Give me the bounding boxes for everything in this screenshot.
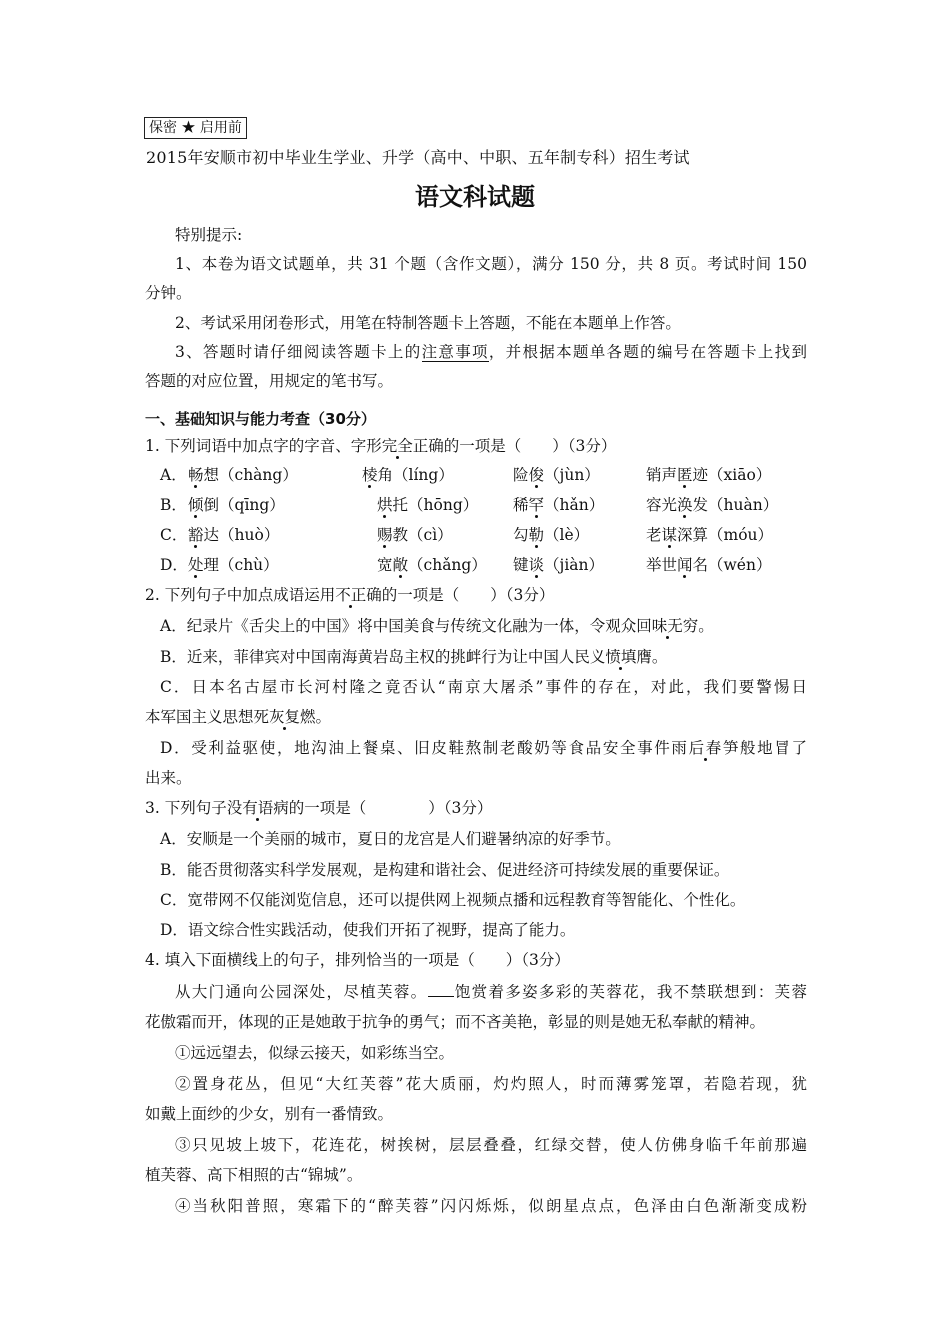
note-3-line-a: 3、答题时请仔细阅读答题卡上的注意事项，并根据本题单各题的编号在答题卡上找到	[175, 343, 807, 361]
notes-heading: 特别提示:	[175, 226, 243, 244]
q3-stem: 3. 下列句子没有语病的一项是（ ）（3分）	[145, 799, 493, 817]
q3-option-a: A．安顺是一个美丽的城市，夏日的龙宫是人们避暑纳凉的好季节。	[160, 830, 621, 848]
note-3-line-b: 答题的对应位置，用规定的笔书写。	[145, 372, 394, 390]
q3-option-b: B．能否贯彻落实科学发展观，是构建和谐社会、促进经济可持续发展的重要保证。	[160, 861, 730, 879]
q4-item-2-line1: ②置身花丛，但见“大红芙蓉”花大质丽，灼灼照人，时而薄雾笼罩，若隐若现，犹	[175, 1075, 807, 1093]
q4-item-3-line1: ③只见坡上坡下，花连花，树挨树，层层叠叠，红绿交替，使人仿佛身临千年前那遍	[175, 1136, 807, 1154]
q4-passage-line1: 从大门通向公园深处，尽植芙蓉。 饱赏着多姿多彩的芙蓉花，我不禁联想到：芙蓉	[175, 983, 807, 1001]
answer-blank	[428, 982, 454, 997]
q2-option-d-line2: 出来。	[145, 769, 192, 787]
q4-item-3-line2: 植芙蓉、高下相照的古“锦城”。	[145, 1166, 363, 1184]
q2-option-d-line1: D．受利益驱使，地沟油上餐桌、旧皮鞋熬制老酸奶等食品安全事件雨后春笋般地冒了	[160, 739, 807, 757]
note-1-line-a: 1、本卷为语文试题单，共 31 个题（含作文题），满分 150 分，共 8 页。考试时间 150	[175, 255, 807, 273]
q2-option-c-line1: C．日本名古屋市长河村隆之竟否认“南京大屠杀”事件的存在，对此，我们要警惕日	[160, 678, 807, 696]
q2-option-b: B．近来，菲律宾对中国南海黄岩岛主权的挑衅行为让中国人民义愤填膺。	[160, 648, 668, 666]
note-1-line-b: 分钟。	[145, 284, 192, 302]
q4-passage-line2: 花傲霜而开，体现的正是她敢于抗争的勇气；而不吝美艳，彰显的则是她无私奉献的精神。	[145, 1013, 766, 1031]
exam-page: 保密 ★ 启用前 2015年安顺市初中毕业生学业、升学（高中、中职、五年制专科）招生考试 语文科试题 特别提示: 1、本卷为语文试题单，共 31 个题（含作文题），满分 150 分，共 8 页。考试时间 150 分钟。 2、考试采用闭卷形式，用笔在特制答题卡上答题，不能在本题单上作答。 3、答题时请仔细阅读答题卡上的注意事项，并根据本题单各题的编号在答题卡上找到 答题的对应位置，用规定的笔书写。 一、基础知识与能力考查（30分） 1. 下列词语中加点字的字音、字形完全正确的一项是（ ）（3分） A． 畅想（chàng） 棱角（líng） 险俊（jùn） 销声匿迹（xiāo） B． 倾倒（qīng） 烘托（hōng） 稀罕（hǎn） 容光涣发（huàn） C． 豁达（huò） 赐教（cì） 勾勒（lè） 老谋深算（móu） D． 处理（chù） 宽敞（chǎng） 键谈（jiàn） 举世闻名（wén） 2. 下列句子中加点成语运用不正确的一项是（ ）（3分） A．纪录片《舌尖上的中国》将中国美食与传统文化融为一体，令观众回味无穷。 B．近来，菲律宾对中国南海黄岩岛主权的挑衅行为让中国人民义愤填膺。 C．日本名古屋市长河村隆之竟否认“南京大屠杀”事件的存在，对此，我们要警惕日 本军国主义思想死灰复燃。 D．受利益驱使，地沟油上餐桌、旧皮鞋熬制老酸奶等食品安全事件雨后春笋般地冒了 出来。 3. 下列句子没有语病的一项是（ ）（3分） A．安顺是一个美丽的城市，夏日的龙宫是人们避暑纳凉的好季节。 B．能否贯彻落实科学发展观，是构建和谐社会、促进经济可持续发展的重要保证。 C．宽带网不仅能浏览信息，还可以提供网上视频点播和远程教育等智能化、个性化。 D．语文综合性实践活动，使我们开拓了视野，提高了能力。 4. 填入下面横线上的句子，排列恰当的一项是（ ）（3分） 从大门通向公园深处，尽植芙蓉。 饱赏着多姿多彩的芙蓉花，我不禁联想到：芙蓉 花傲霜而开，体现的正是她敢于抗争的勇气；而不吝美艳，彰显的则是她无私奉献的精神。 ①远远望去，似绿云接天，如彩练当空。 ②置身花丛，但见“大红芙蓉”花大质丽，灼灼照人，时而薄雾笼罩，若隐若现，犹 如戴上面纱的少女，别有一番情致。 ③只见坡上坡下，花连花，树挨树，层层叠叠，红绿交替，使人仿佛身临千年前那遍 植芙蓉、高下相照的古“锦城”。 ④当秋阳普照，寒霜下的“醉芙蓉”闪闪烁烁，似朗星点点，色泽由白色渐渐变成粉	[0, 0, 950, 1344]
section-heading: 一、基础知识与能力考查（30分）	[145, 410, 376, 428]
q2-option-c-line2: 本军国主义思想死灰复燃。	[145, 708, 332, 726]
q2-stem: 2. 下列句子中加点成语运用不正确的一项是（ ）（3分）	[145, 586, 555, 604]
q4-item-2-line2: 如戴上面纱的少女，别有一番情致。	[145, 1105, 394, 1123]
q4-stem: 4. 填入下面横线上的句子，排列恰当的一项是（ ）（3分）	[145, 951, 570, 969]
q4-item-4-line1: ④当秋阳普照，寒霜下的“醉芙蓉”闪闪烁烁，似朗星点点，色泽由白色渐渐变成粉	[175, 1197, 807, 1215]
notice-underline: 注意事项	[421, 343, 489, 361]
q4-item-1: ①远远望去，似绿云接天，如彩练当空。	[175, 1044, 455, 1062]
exam-subtitle: 2015年安顺市初中毕业生学业、升学（高中、中职、五年制专科）招生考试	[146, 148, 690, 167]
q3-option-c: C．宽带网不仅能浏览信息，还可以提供网上视频点播和远程教育等智能化、个性化。	[160, 891, 746, 909]
q2-option-a: A．纪录片《舌尖上的中国》将中国美食与传统文化融为一体，令观众回味无穷。	[160, 617, 714, 635]
q1-stem: 1. 下列词语中加点字的字音、字形完全正确的一项是（ ）（3分）	[145, 437, 617, 455]
note-2: 2、考试采用闭卷形式，用笔在特制答题卡上答题，不能在本题单上作答。	[175, 314, 681, 332]
q3-option-d: D．语文综合性实践活动，使我们开拓了视野，提高了能力。	[160, 921, 576, 939]
page-title: 语文科试题	[415, 183, 535, 211]
confidential-stamp: 保密 ★ 启用前	[144, 117, 247, 139]
